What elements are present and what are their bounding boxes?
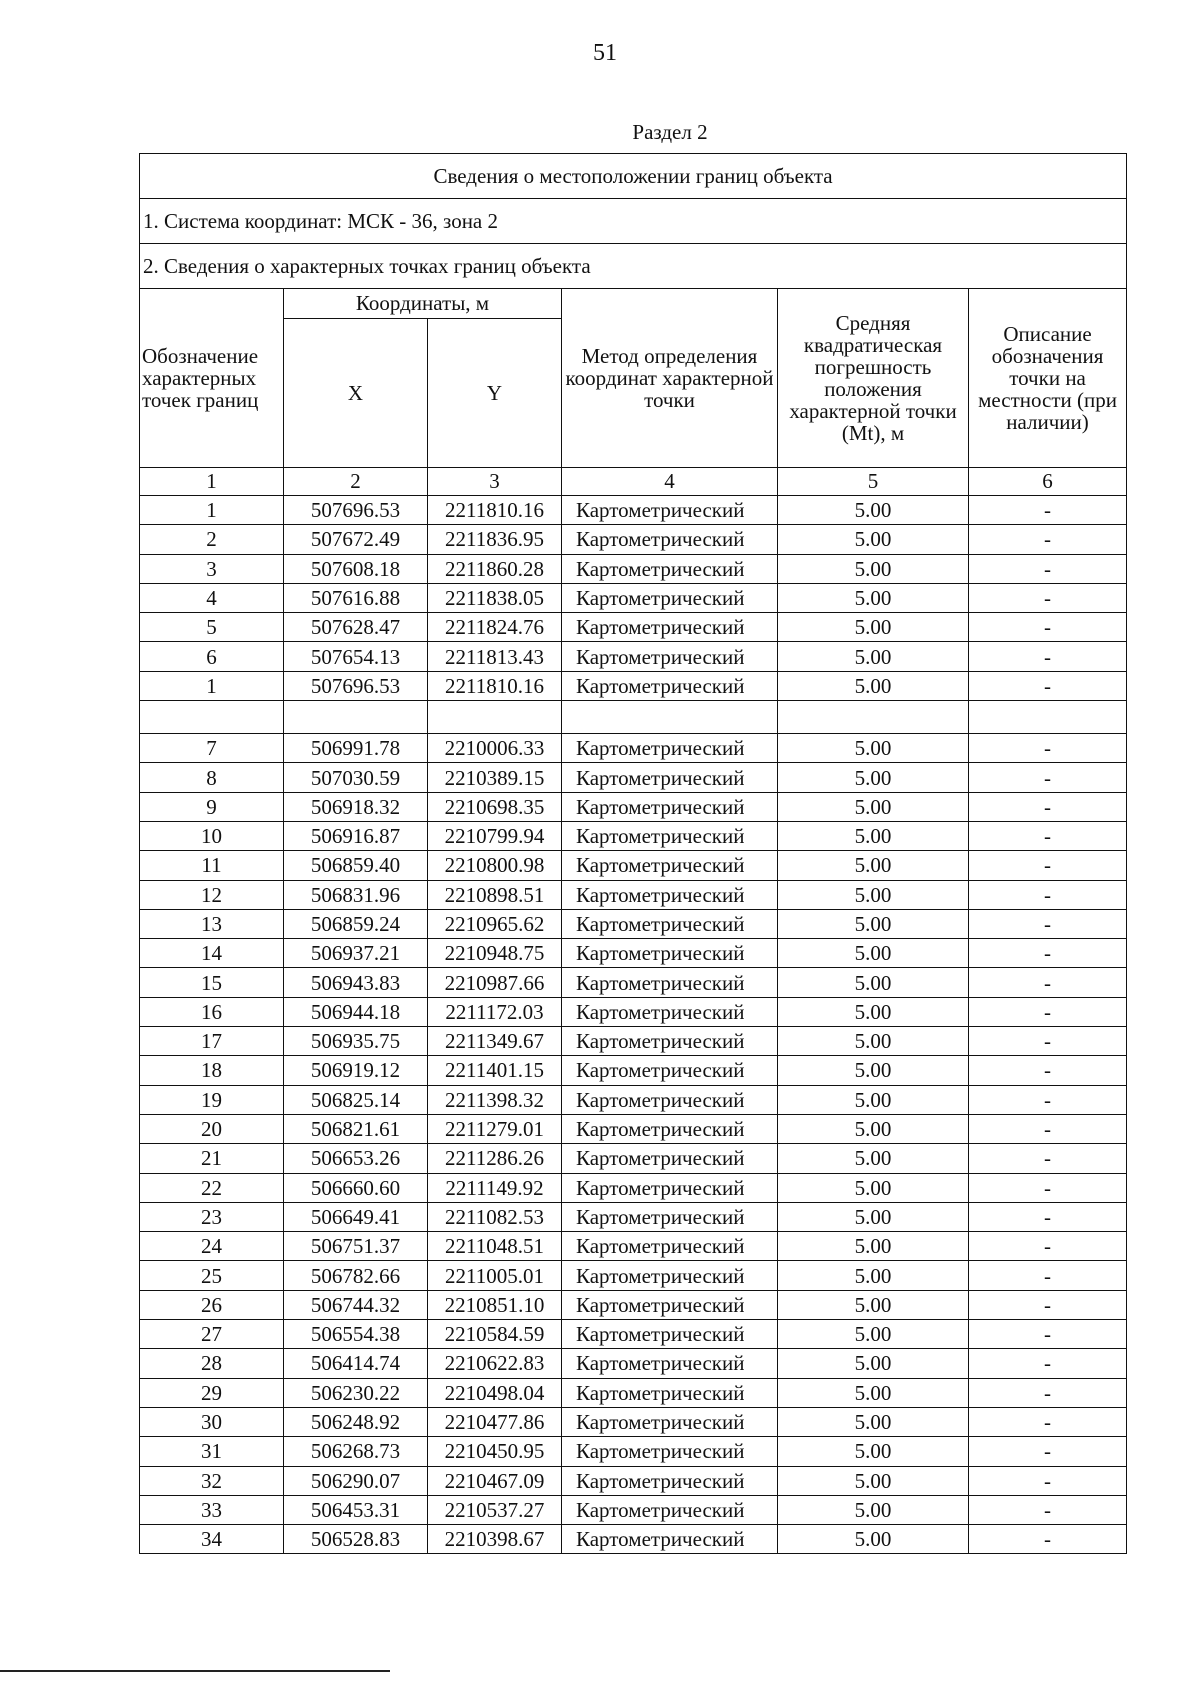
coord-y: 2211172.03 <box>428 997 562 1026</box>
description: - <box>969 1114 1127 1143</box>
mean-error: 5.00 <box>778 909 969 938</box>
method: Картометрический <box>562 792 778 821</box>
footer-rule <box>0 1670 390 1672</box>
mean-error: 5.00 <box>778 1349 969 1378</box>
description: - <box>969 583 1127 612</box>
method: Картометрический <box>562 1114 778 1143</box>
point-number: 30 <box>140 1407 284 1436</box>
method: Картометрический <box>562 1349 778 1378</box>
description: - <box>969 792 1127 821</box>
coord-y: 2211349.67 <box>428 1027 562 1056</box>
points-heading-row <box>140 244 1127 289</box>
header-row-1 <box>140 289 1127 319</box>
mean-error: 5.00 <box>778 613 969 642</box>
coord-x: 506744.32 <box>284 1290 428 1319</box>
description: - <box>969 821 1127 850</box>
method: Картометрический <box>562 583 778 612</box>
mean-error: 5.00 <box>778 880 969 909</box>
table-row <box>140 851 1127 880</box>
description: - <box>969 734 1127 763</box>
coord-x: 506937.21 <box>284 939 428 968</box>
description: - <box>969 1437 1127 1466</box>
mean-error: 5.00 <box>778 1290 969 1319</box>
point-number: 11 <box>140 851 284 880</box>
coord-y: 2211813.43 <box>428 642 562 671</box>
point-number: 13 <box>140 909 284 938</box>
coord-y: 2211286.26 <box>428 1144 562 1173</box>
mean-error: 5.00 <box>778 792 969 821</box>
coord-x: 506831.96 <box>284 880 428 909</box>
description: - <box>969 1378 1127 1407</box>
method: Картометрический <box>562 496 778 525</box>
table-title-row <box>140 154 1127 199</box>
method: Картометрический <box>562 613 778 642</box>
table-row <box>140 1114 1127 1143</box>
table-row <box>140 1525 1127 1554</box>
description: - <box>969 554 1127 583</box>
description: - <box>969 1232 1127 1261</box>
method: Картометрический <box>562 1525 778 1554</box>
header-method: Метод определения координат характерной точки <box>562 289 778 468</box>
method: Картометрический <box>562 821 778 850</box>
coord-y: 2210389.15 <box>428 763 562 792</box>
point-number: 24 <box>140 1232 284 1261</box>
coord-y: 2210851.10 <box>428 1290 562 1319</box>
coord-y: 2210398.67 <box>428 1525 562 1554</box>
method: Картометрический <box>562 997 778 1026</box>
description: - <box>969 851 1127 880</box>
description: - <box>969 496 1127 525</box>
point-number: 28 <box>140 1349 284 1378</box>
header-description: Описание обозначения точки на местности (при наличии) <box>969 289 1127 468</box>
mean-error: 5.00 <box>778 671 969 700</box>
table-row <box>140 763 1127 792</box>
point-number: 19 <box>140 1085 284 1114</box>
point-number: 29 <box>140 1378 284 1407</box>
table-row <box>140 525 1127 554</box>
table-row <box>140 583 1127 612</box>
description: - <box>969 1144 1127 1173</box>
table-row <box>140 1202 1127 1231</box>
coord-y: 2211082.53 <box>428 1202 562 1231</box>
method: Картометрический <box>562 1320 778 1349</box>
description: - <box>969 997 1127 1026</box>
table-row <box>140 1173 1127 1202</box>
coord-y: 2210965.62 <box>428 909 562 938</box>
table-row <box>140 642 1127 671</box>
method: Картометрический <box>562 939 778 968</box>
method: Картометрический <box>562 1261 778 1290</box>
table-row <box>140 1056 1127 1085</box>
coord-y: 2210467.09 <box>428 1466 562 1495</box>
coord-y: 2210498.04 <box>428 1378 562 1407</box>
mean-error: 5.00 <box>778 554 969 583</box>
point-number: 1 <box>140 496 284 525</box>
point-group-1 <box>140 496 1127 701</box>
coord-x: 506248.92 <box>284 1407 428 1436</box>
coord-x: 506453.31 <box>284 1495 428 1524</box>
method: Картометрический <box>562 1202 778 1231</box>
point-number: 9 <box>140 792 284 821</box>
description: - <box>969 1407 1127 1436</box>
coord-y: 2210537.27 <box>428 1495 562 1524</box>
method: Картометрический <box>562 1290 778 1319</box>
coord-x: 506821.61 <box>284 1114 428 1143</box>
description: - <box>969 1202 1127 1231</box>
description: - <box>969 763 1127 792</box>
mean-error: 5.00 <box>778 939 969 968</box>
coord-y: 2210622.83 <box>428 1349 562 1378</box>
coord-x: 506859.40 <box>284 851 428 880</box>
method: Картометрический <box>562 763 778 792</box>
section-title: Раздел 2 <box>632 120 708 144</box>
point-number: 7 <box>140 734 284 763</box>
point-number: 33 <box>140 1495 284 1524</box>
point-number: 27 <box>140 1320 284 1349</box>
method: Картометрический <box>562 1085 778 1114</box>
mean-error: 5.00 <box>778 1085 969 1114</box>
table-row <box>140 1232 1127 1261</box>
table-row <box>140 1407 1127 1436</box>
point-number: 15 <box>140 968 284 997</box>
coord-y: 2211005.01 <box>428 1261 562 1290</box>
description: - <box>969 1466 1127 1495</box>
description: - <box>969 909 1127 938</box>
table-row <box>140 1290 1127 1319</box>
coord-x: 506414.74 <box>284 1349 428 1378</box>
point-number: 4 <box>140 583 284 612</box>
coord-y: 2210987.66 <box>428 968 562 997</box>
mean-error: 5.00 <box>778 763 969 792</box>
description: - <box>969 1320 1127 1349</box>
point-number: 2 <box>140 525 284 554</box>
column-number: 5 <box>778 468 969 496</box>
mean-error: 5.00 <box>778 1027 969 1056</box>
group-separator <box>140 701 1127 734</box>
table-row <box>140 613 1127 642</box>
description: - <box>969 1495 1127 1524</box>
column-numbers-row <box>140 468 1127 496</box>
description: - <box>969 1173 1127 1202</box>
method: Картометрический <box>562 1144 778 1173</box>
mean-error: 5.00 <box>778 1114 969 1143</box>
point-number: 17 <box>140 1027 284 1056</box>
coord-system-row <box>140 199 1127 244</box>
point-number: 8 <box>140 763 284 792</box>
table-row <box>140 880 1127 909</box>
description: - <box>969 1085 1127 1114</box>
header-x: X <box>284 319 428 468</box>
method: Картометрический <box>562 880 778 909</box>
coord-x: 506660.60 <box>284 1173 428 1202</box>
coord-x: 506528.83 <box>284 1525 428 1554</box>
table-row <box>140 671 1127 700</box>
coord-x: 506916.87 <box>284 821 428 850</box>
coord-x: 506935.75 <box>284 1027 428 1056</box>
table-row <box>140 1144 1127 1173</box>
coord-y: 2210477.86 <box>428 1407 562 1436</box>
table-row <box>140 1437 1127 1466</box>
point-group-2 <box>140 734 1127 1554</box>
coord-y: 2210584.59 <box>428 1320 562 1349</box>
table-row <box>140 1466 1127 1495</box>
coord-x: 506649.41 <box>284 1202 428 1231</box>
mean-error: 5.00 <box>778 496 969 525</box>
point-number: 18 <box>140 1056 284 1085</box>
description: - <box>969 642 1127 671</box>
header-designation: Обозначение характерных точек границ <box>140 289 284 468</box>
column-number: 2 <box>284 468 428 496</box>
point-number: 20 <box>140 1114 284 1143</box>
table-row <box>140 1261 1127 1290</box>
method: Картометрический <box>562 1027 778 1056</box>
coord-y: 2210799.94 <box>428 821 562 850</box>
description: - <box>969 1261 1127 1290</box>
column-number: 1 <box>140 468 284 496</box>
coord-y: 2210800.98 <box>428 851 562 880</box>
point-number: 1 <box>140 671 284 700</box>
coord-x: 507030.59 <box>284 763 428 792</box>
method: Картометрический <box>562 1495 778 1524</box>
method: Картометрический <box>562 909 778 938</box>
mean-error: 5.00 <box>778 1525 969 1554</box>
table-row <box>140 997 1127 1026</box>
method: Картометрический <box>562 1056 778 1085</box>
coord-x: 506859.24 <box>284 909 428 938</box>
method: Картометрический <box>562 968 778 997</box>
coord-x: 506991.78 <box>284 734 428 763</box>
description: - <box>969 1349 1127 1378</box>
coord-x: 506943.83 <box>284 968 428 997</box>
table-row <box>140 909 1127 938</box>
point-number: 10 <box>140 821 284 850</box>
description: - <box>969 525 1127 554</box>
coord-y: 2210698.35 <box>428 792 562 821</box>
method: Картометрический <box>562 1173 778 1202</box>
method: Картометрический <box>562 642 778 671</box>
point-number: 5 <box>140 613 284 642</box>
table-row <box>140 554 1127 583</box>
mean-error: 5.00 <box>778 1407 969 1436</box>
method: Картометрический <box>562 851 778 880</box>
coord-y: 2211279.01 <box>428 1114 562 1143</box>
table-row <box>140 1349 1127 1378</box>
mean-error: 5.00 <box>778 997 969 1026</box>
description: - <box>969 880 1127 909</box>
method: Картометрический <box>562 1378 778 1407</box>
description: - <box>969 939 1127 968</box>
description: - <box>969 1056 1127 1085</box>
coord-x: 506268.73 <box>284 1437 428 1466</box>
coord-y: 2211860.28 <box>428 554 562 583</box>
coord-x: 506918.32 <box>284 792 428 821</box>
point-number: 22 <box>140 1173 284 1202</box>
coord-x: 507672.49 <box>284 525 428 554</box>
coord-y: 2210006.33 <box>428 734 562 763</box>
method: Картометрический <box>562 1232 778 1261</box>
coord-y: 2210948.75 <box>428 939 562 968</box>
table-row <box>140 821 1127 850</box>
header-coordinates: Координаты, м <box>284 289 562 319</box>
coord-y: 2211398.32 <box>428 1085 562 1114</box>
mean-error: 5.00 <box>778 642 969 671</box>
coord-x: 507616.88 <box>284 583 428 612</box>
mean-error: 5.00 <box>778 525 969 554</box>
point-number: 25 <box>140 1261 284 1290</box>
table-row <box>140 734 1127 763</box>
point-number: 12 <box>140 880 284 909</box>
boundary-points-table <box>139 153 1127 1554</box>
table-row <box>140 968 1127 997</box>
table-row <box>140 792 1127 821</box>
points-heading-text: 2. Сведения о характерных точках границ объекта <box>140 244 1127 289</box>
mean-error: 5.00 <box>778 1378 969 1407</box>
mean-error: 5.00 <box>778 1202 969 1231</box>
description: - <box>969 671 1127 700</box>
mean-error: 5.00 <box>778 1173 969 1202</box>
coord-x: 506230.22 <box>284 1378 428 1407</box>
point-number: 34 <box>140 1525 284 1554</box>
coord-x: 506782.66 <box>284 1261 428 1290</box>
mean-error: 5.00 <box>778 1144 969 1173</box>
point-number: 14 <box>140 939 284 968</box>
coord-x: 507628.47 <box>284 613 428 642</box>
coord-y: 2210898.51 <box>428 880 562 909</box>
mean-error: 5.00 <box>778 968 969 997</box>
point-number: 21 <box>140 1144 284 1173</box>
coord-system-text: 1. Система координат: МСК - 36, зона 2 <box>140 199 1127 244</box>
method: Картометрический <box>562 1466 778 1495</box>
coord-x: 507654.13 <box>284 642 428 671</box>
mean-error: 5.00 <box>778 1261 969 1290</box>
coord-y: 2211810.16 <box>428 671 562 700</box>
description: - <box>969 1525 1127 1554</box>
method: Картометрический <box>562 1437 778 1466</box>
coord-y: 2211810.16 <box>428 496 562 525</box>
table-row <box>140 496 1127 525</box>
column-number: 3 <box>428 468 562 496</box>
mean-error: 5.00 <box>778 734 969 763</box>
point-number: 16 <box>140 997 284 1026</box>
coord-y: 2211836.95 <box>428 525 562 554</box>
mean-error: 5.00 <box>778 1232 969 1261</box>
description: - <box>969 1290 1127 1319</box>
coord-x: 507696.53 <box>284 496 428 525</box>
description: - <box>969 1027 1127 1056</box>
method: Картометрический <box>562 671 778 700</box>
mean-error: 5.00 <box>778 1495 969 1524</box>
coord-y: 2211048.51 <box>428 1232 562 1261</box>
description: - <box>969 968 1127 997</box>
table-row <box>140 1085 1127 1114</box>
coord-x: 506751.37 <box>284 1232 428 1261</box>
mean-error: 5.00 <box>778 1056 969 1085</box>
table-row <box>140 1378 1127 1407</box>
method: Картометрический <box>562 554 778 583</box>
mean-error: 5.00 <box>778 1466 969 1495</box>
coord-x: 506554.38 <box>284 1320 428 1349</box>
point-number: 6 <box>140 642 284 671</box>
coord-x: 506290.07 <box>284 1466 428 1495</box>
page-number: 51 <box>593 40 617 66</box>
coord-x: 506825.14 <box>284 1085 428 1114</box>
table-row <box>140 1495 1127 1524</box>
mean-error: 5.00 <box>778 851 969 880</box>
coord-x: 506944.18 <box>284 997 428 1026</box>
coord-y: 2211149.92 <box>428 1173 562 1202</box>
mean-error: 5.00 <box>778 1437 969 1466</box>
mean-error: 5.00 <box>778 1320 969 1349</box>
point-number: 32 <box>140 1466 284 1495</box>
point-number: 31 <box>140 1437 284 1466</box>
column-number: 6 <box>969 468 1127 496</box>
coord-y: 2211401.15 <box>428 1056 562 1085</box>
column-number: 4 <box>562 468 778 496</box>
method: Картометрический <box>562 734 778 763</box>
table-row <box>140 1027 1127 1056</box>
method: Картометрический <box>562 1407 778 1436</box>
coord-x: 506653.26 <box>284 1144 428 1173</box>
coord-x: 506919.12 <box>284 1056 428 1085</box>
coord-x: 507608.18 <box>284 554 428 583</box>
table-row <box>140 1320 1127 1349</box>
table-title: Сведения о местоположении границ объекта <box>140 154 1127 199</box>
mean-error: 5.00 <box>778 583 969 612</box>
point-number: 3 <box>140 554 284 583</box>
blank-separator-row <box>140 701 1127 734</box>
coord-y: 2210450.95 <box>428 1437 562 1466</box>
header-error: Средняя квадратическая погрешность положения характерной точки (Mt), м <box>778 289 969 468</box>
table-row <box>140 939 1127 968</box>
header-y: Y <box>428 319 562 468</box>
point-number: 23 <box>140 1202 284 1231</box>
mean-error: 5.00 <box>778 821 969 850</box>
description: - <box>969 613 1127 642</box>
coord-y: 2211824.76 <box>428 613 562 642</box>
point-number: 26 <box>140 1290 284 1319</box>
method: Картометрический <box>562 525 778 554</box>
coord-x: 507696.53 <box>284 671 428 700</box>
coord-y: 2211838.05 <box>428 583 562 612</box>
